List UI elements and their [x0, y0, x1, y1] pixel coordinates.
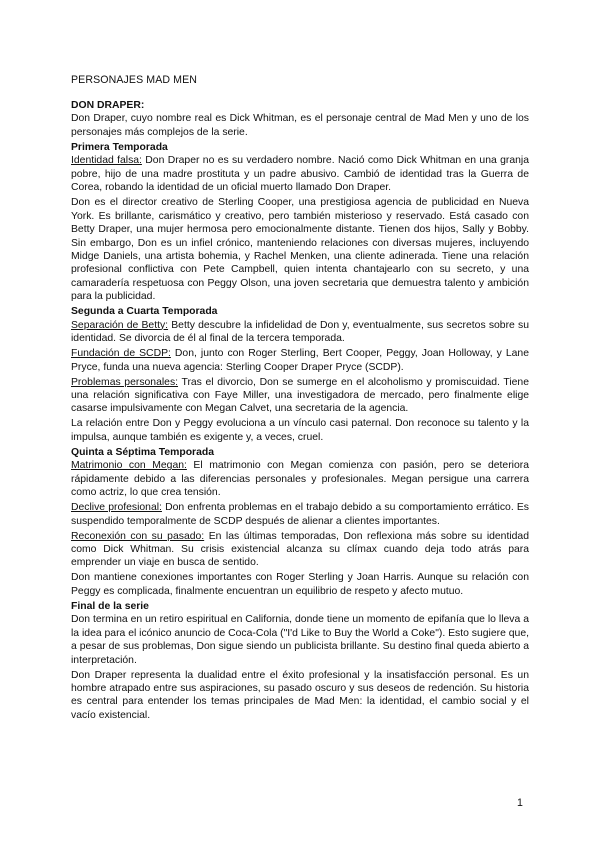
document-title: PERSONAJES MAD MEN [71, 74, 198, 86]
paragraph-label: Matrimonio con Megan: [71, 460, 187, 472]
paragraph: Fundación de SCDP: Don, junto con Roger Sterling, Bert Cooper, Peggy, Joan Holloway, y Lane Pryce, funda una nueva agencia: Sterling Cooper Draper Pryce (SCDP). [71, 348, 529, 373]
paragraph: La relación entre Don y Peggy evoluciona a un vínculo casi paternal. Don reconoce su talento y la impulsa, aunque también es exigente y, a veces, cruel. [71, 418, 529, 443]
paragraph: Problemas personales: Tras el divorcio, Don se sumerge en el alcoholismo y promiscuidad. Tiene una relación significativa con Faye Miller, una investigadora de mercado, pero finalmente elige casarse impulsivamente con Megan Calvet, una secretaria de la agencia. [71, 376, 529, 415]
section-heading: Quinta a Séptima Temporada [71, 446, 214, 458]
paragraph: Reconexión con su pasado: En las últimas temporadas, Don reflexiona más sobre su identidad como Dick Whitman. Su crisis existencial alcanza su clímax cuando deja todo atrás para emprender un viaje en busca de sentido. [71, 530, 529, 569]
paragraph: Matrimonio con Megan: El matrimonio con Megan comienza con pasión, pero se deteriora rápidamente debido a las diferencias personales y profesionales. Megan persigue una carrera como actriz, lo que crea tensión. [71, 460, 529, 499]
section-heading: DON DRAPER: [71, 100, 145, 111]
section-heading: Segunda a Cuarta Temporada [71, 306, 218, 318]
section-heading: Primera Temporada [71, 141, 168, 153]
paragraph-label: Identidad falsa: [71, 155, 142, 167]
paragraph: Don Draper representa la dualidad entre el éxito profesional y la insatisfacción personal. Es un hombre atrapado entre sus aspiraciones, su pasado oscuro y sus deseos de redención. Su historia es central para entender los temas principales de Mad Men: la identidad, el cambio social y el vacío existencial. [71, 669, 529, 721]
paragraph-label: Reconexión con su pasado: [71, 530, 205, 542]
paragraph: Declive profesional: Don enfrenta problemas en el trabajo debido a su comportamiento errático. Es suspendido temporalmente de SCDP después de alienar a clientes importantes. [71, 502, 529, 527]
paragraph: Separación de Betty: Betty descubre la infidelidad de Don y, eventualmente, sus secretos sobre su identidad. Se divorcia de él al final de la tercera temporada. [71, 319, 529, 345]
section-heading: Final de la serie [71, 600, 149, 612]
document-body [71, 99, 529, 724]
paragraph-label: Fundación de SCDP: [71, 348, 171, 360]
paragraph: Don mantiene conexiones importantes con Roger Sterling y Joan Harris. Aunque su relación con Peggy es complicada, finalmente encuentran un equilibrio de respeto y afecto mutuo. [71, 572, 529, 597]
paragraph: Don termina en un retiro espiritual en California, donde tiene un momento de epifanía que lo lleva a la idea para el icónico anuncio de Coca-Cola ("I'd Like to Buy the World a Coke"). Esto sugiere que, a pesar de sus problemas, Don sigue siendo un publicista brillante. Su destino final queda abierto a interpretación. [71, 614, 529, 666]
paragraph-label: Separación de Betty: [71, 319, 169, 331]
paragraph-label: Problemas personales: [71, 376, 179, 388]
paragraph: Don Draper, cuyo nombre real es Dick Whitman, es el personaje central de Mad Men y uno de los personajes más complejos de la serie. [71, 113, 529, 138]
paragraph: Don es el director creativo de Sterling Cooper, una prestigiosa agencia de publicidad en Nueva York. Es brillante, carismático y creativo, pero también misterioso y reservado. Está casado con Betty Draper, una mujer hermosa pero emocionalmente distante. Tienen dos hijos, Sally y Bobby. Sin embargo, Don es un infiel crónico, manteniendo relaciones con diversas mujeres, incluyendo Midge Daniels, una artista bohemia, y Rachel Menken, una cliente adinerada. Tiene una relación profesional conflictiva con Pete Campbell, quien intenta chantajearlo con su secreto, y una camaradería respetuosa con Peggy Olson, una joven secretaria que demuestra talento y ambición para la publicidad. [71, 197, 529, 303]
page-number: 1 [517, 797, 523, 809]
paragraph-label: Declive profesional: [71, 502, 162, 514]
paragraph: Identidad falsa: Don Draper no es su verdadero nombre. Nació como Dick Whitman en una granja pobre, hijo de una madre prostituta y un padre abusivo. Cambió de identidad tras la Guerra de Corea, robando la identidad de un oficial muerto llamado Don Draper. [71, 155, 529, 194]
